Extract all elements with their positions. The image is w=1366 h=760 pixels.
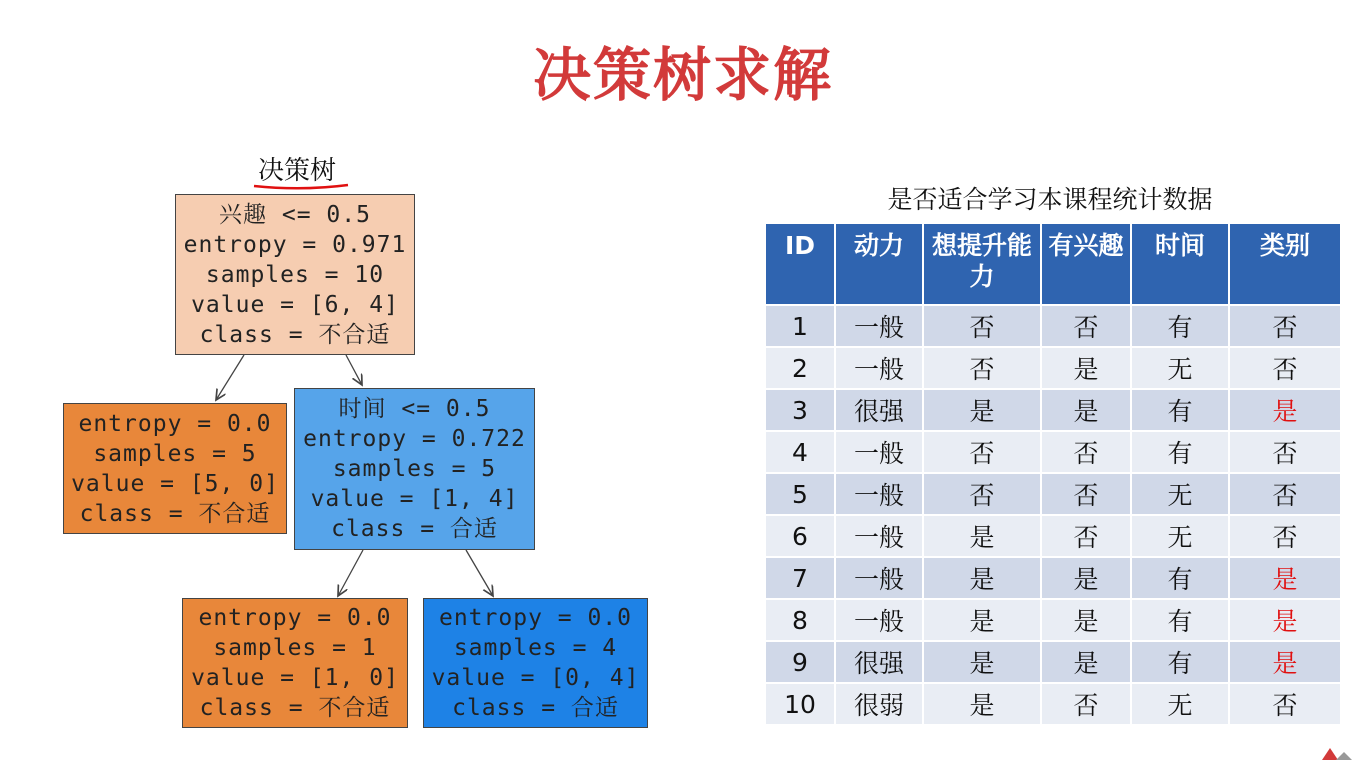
node-entropy: entropy = 0.0 [438, 605, 632, 631]
cell-time: 有 [1131, 431, 1229, 473]
node-samples: samples = 4 [453, 635, 618, 661]
cell-interest: 否 [1041, 683, 1131, 725]
edge-right-right [466, 550, 493, 596]
node-value: value = [0, 4] [431, 665, 640, 691]
cell-time: 有 [1131, 389, 1229, 431]
cell-category: 否 [1229, 431, 1341, 473]
table-header-row [765, 223, 1341, 305]
cell-improve-ability: 是 [923, 515, 1041, 557]
cell-id: 9 [765, 641, 835, 683]
cell-improve-ability: 否 [923, 305, 1041, 347]
cell-interest: 否 [1041, 515, 1131, 557]
node-class: class = 合适 [331, 516, 498, 542]
table-row [765, 305, 1341, 347]
cell-interest: 否 [1041, 473, 1131, 515]
tree-node-right [294, 388, 535, 550]
header-category: 类别 [1229, 223, 1341, 305]
cell-id: 2 [765, 347, 835, 389]
cell-id: 3 [765, 389, 835, 431]
cell-improve-ability: 是 [923, 389, 1041, 431]
cell-improve-ability: 否 [923, 347, 1041, 389]
tree-node-root [175, 194, 415, 355]
cell-interest: 否 [1041, 431, 1131, 473]
cell-motivation: 一般 [835, 515, 923, 557]
node-class: class = 合适 [452, 695, 619, 721]
node-split-rule: 时间 <= 0.5 [338, 396, 491, 422]
header-motivation: 动力 [835, 223, 923, 305]
edge-right-left [338, 550, 363, 596]
table-row [765, 389, 1341, 431]
cell-time: 有 [1131, 557, 1229, 599]
cell-time: 有 [1131, 641, 1229, 683]
node-value: value = [6, 4] [191, 291, 399, 318]
header-improve-ability: 想提升能力 [923, 223, 1041, 305]
cell-category: 否 [1229, 347, 1341, 389]
cell-category: 是 [1229, 389, 1341, 431]
cell-interest: 是 [1041, 557, 1131, 599]
cell-improve-ability: 是 [923, 557, 1041, 599]
cell-improve-ability: 是 [923, 683, 1041, 725]
cell-time: 无 [1131, 515, 1229, 557]
cell-category: 是 [1229, 599, 1341, 641]
cell-category: 否 [1229, 305, 1341, 347]
cell-motivation: 一般 [835, 473, 923, 515]
node-class: class = 不合适 [199, 321, 391, 348]
header-id: ID [765, 223, 835, 305]
cell-improve-ability: 是 [923, 599, 1041, 641]
cell-time: 无 [1131, 347, 1229, 389]
cell-interest: 是 [1041, 599, 1131, 641]
cell-motivation: 一般 [835, 431, 923, 473]
cell-motivation: 一般 [835, 347, 923, 389]
cell-improve-ability: 否 [923, 431, 1041, 473]
cell-motivation: 一般 [835, 305, 923, 347]
cell-category: 是 [1229, 557, 1341, 599]
table-row [765, 515, 1341, 557]
header-interest: 有兴趣 [1041, 223, 1131, 305]
cell-interest: 是 [1041, 347, 1131, 389]
cell-motivation: 一般 [835, 557, 923, 599]
cell-category: 否 [1229, 473, 1341, 515]
node-value: value = [5, 0] [71, 470, 279, 497]
statistics-table [764, 222, 1342, 726]
cell-id: 4 [765, 431, 835, 473]
cell-category: 是 [1229, 641, 1341, 683]
table-row [765, 557, 1341, 599]
cell-motivation: 很强 [835, 389, 923, 431]
cell-category: 否 [1229, 515, 1341, 557]
cell-interest: 是 [1041, 389, 1131, 431]
node-entropy: entropy = 0.971 [183, 231, 407, 258]
tree-node-right-right-leaf [423, 598, 648, 728]
table-row [765, 683, 1341, 725]
cell-id: 1 [765, 305, 835, 347]
node-samples: samples = 5 [332, 456, 497, 482]
tree-caption: 决策树 [258, 156, 337, 186]
cell-time: 无 [1131, 683, 1229, 725]
node-entropy: entropy = 0.0 [198, 605, 392, 631]
node-split-rule: 兴趣 <= 0.5 [219, 201, 371, 228]
node-samples: samples = 1 [213, 635, 377, 661]
table-body [765, 305, 1341, 725]
table-row [765, 431, 1341, 473]
node-entropy: entropy = 0.0 [78, 410, 272, 437]
cell-motivation: 一般 [835, 599, 923, 641]
node-samples: samples = 5 [93, 440, 257, 467]
edge-root-right [346, 355, 362, 385]
cell-interest: 是 [1041, 641, 1131, 683]
cell-id: 8 [765, 599, 835, 641]
cell-id: 7 [765, 557, 835, 599]
table-caption: 是否适合学习本课程统计数据 [887, 185, 1213, 214]
cell-id: 6 [765, 515, 835, 557]
cell-motivation: 很弱 [835, 683, 923, 725]
table-row [765, 347, 1341, 389]
table-row [765, 599, 1341, 641]
node-class: class = 不合适 [199, 695, 391, 721]
node-value: value = [1, 0] [191, 665, 399, 691]
tree-node-left-leaf [63, 403, 287, 534]
node-samples: samples = 10 [205, 261, 385, 288]
cell-id: 5 [765, 473, 835, 515]
cell-interest: 否 [1041, 305, 1131, 347]
table-row [765, 473, 1341, 515]
header-time: 时间 [1131, 223, 1229, 305]
cell-category: 否 [1229, 683, 1341, 725]
node-class: class = 不合适 [79, 500, 271, 527]
cell-time: 有 [1131, 599, 1229, 641]
node-value: value = [1, 4] [310, 486, 519, 512]
cell-time: 有 [1131, 305, 1229, 347]
slide-title: 决策树求解 [532, 41, 833, 109]
cell-motivation: 很强 [835, 641, 923, 683]
logo-icon [1318, 744, 1358, 760]
table-row [765, 641, 1341, 683]
node-entropy: entropy = 0.722 [303, 426, 526, 452]
cell-improve-ability: 否 [923, 473, 1041, 515]
cell-time: 无 [1131, 473, 1229, 515]
cell-id: 10 [765, 683, 835, 725]
cell-improve-ability: 是 [923, 641, 1041, 683]
tree-node-right-left-leaf [182, 598, 408, 728]
edge-root-left [216, 355, 244, 400]
